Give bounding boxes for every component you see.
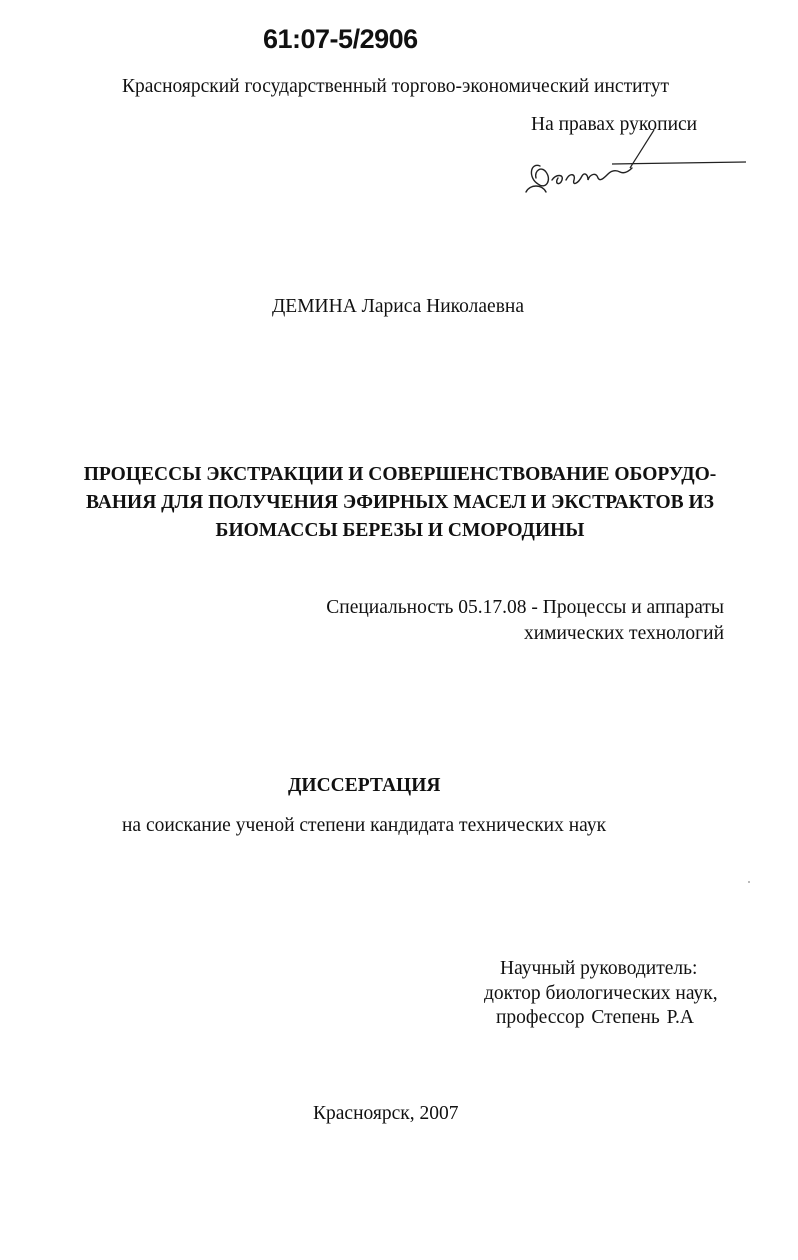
document-type: ДИССЕРТАЦИЯ (288, 775, 441, 796)
title-line: ПРОЦЕССЫ ЭКСТРАКЦИИ И СОВЕРШЕНСТВОВАНИЕ ОБОРУДО- (83, 464, 717, 485)
manuscript-rights-note: На правах рукописи (531, 114, 698, 135)
catalog-number: 61:07-5/2906 (263, 24, 418, 54)
title-line: ВАНИЯ ДЛЯ ПОЛУЧЕНИЯ ЭФИРНЫХ МАСЕЛ И ЭКСТРАКТОВ ИЗ (86, 492, 714, 513)
scan-speck (748, 881, 750, 883)
institution-name: Красноярский государственный торгово-экономический институт (122, 76, 670, 97)
supervisor-label: Научный руководитель: (500, 958, 698, 979)
dissertation-title (40, 461, 760, 545)
specialty-line: Специальность 05.17.08 - Процессы и аппараты (326, 597, 724, 618)
specialty (322, 595, 724, 647)
specialty-line: химических технологий (523, 623, 724, 644)
handwritten-signature (512, 126, 760, 206)
degree-sought: на соискание ученой степени кандидата технических наук (122, 815, 607, 836)
author-name: ДЕМИНА Лариса Николаевна (272, 296, 524, 317)
title-line: БИОМАССЫ БЕРЕЗЫ И СМОРОДИНЫ (215, 520, 585, 541)
city-year: Красноярск, 2007 (313, 1103, 459, 1124)
supervisor-name: профессор Степень Р.А (496, 1007, 694, 1028)
supervisor-degree: доктор биологических наук, (484, 983, 718, 1004)
